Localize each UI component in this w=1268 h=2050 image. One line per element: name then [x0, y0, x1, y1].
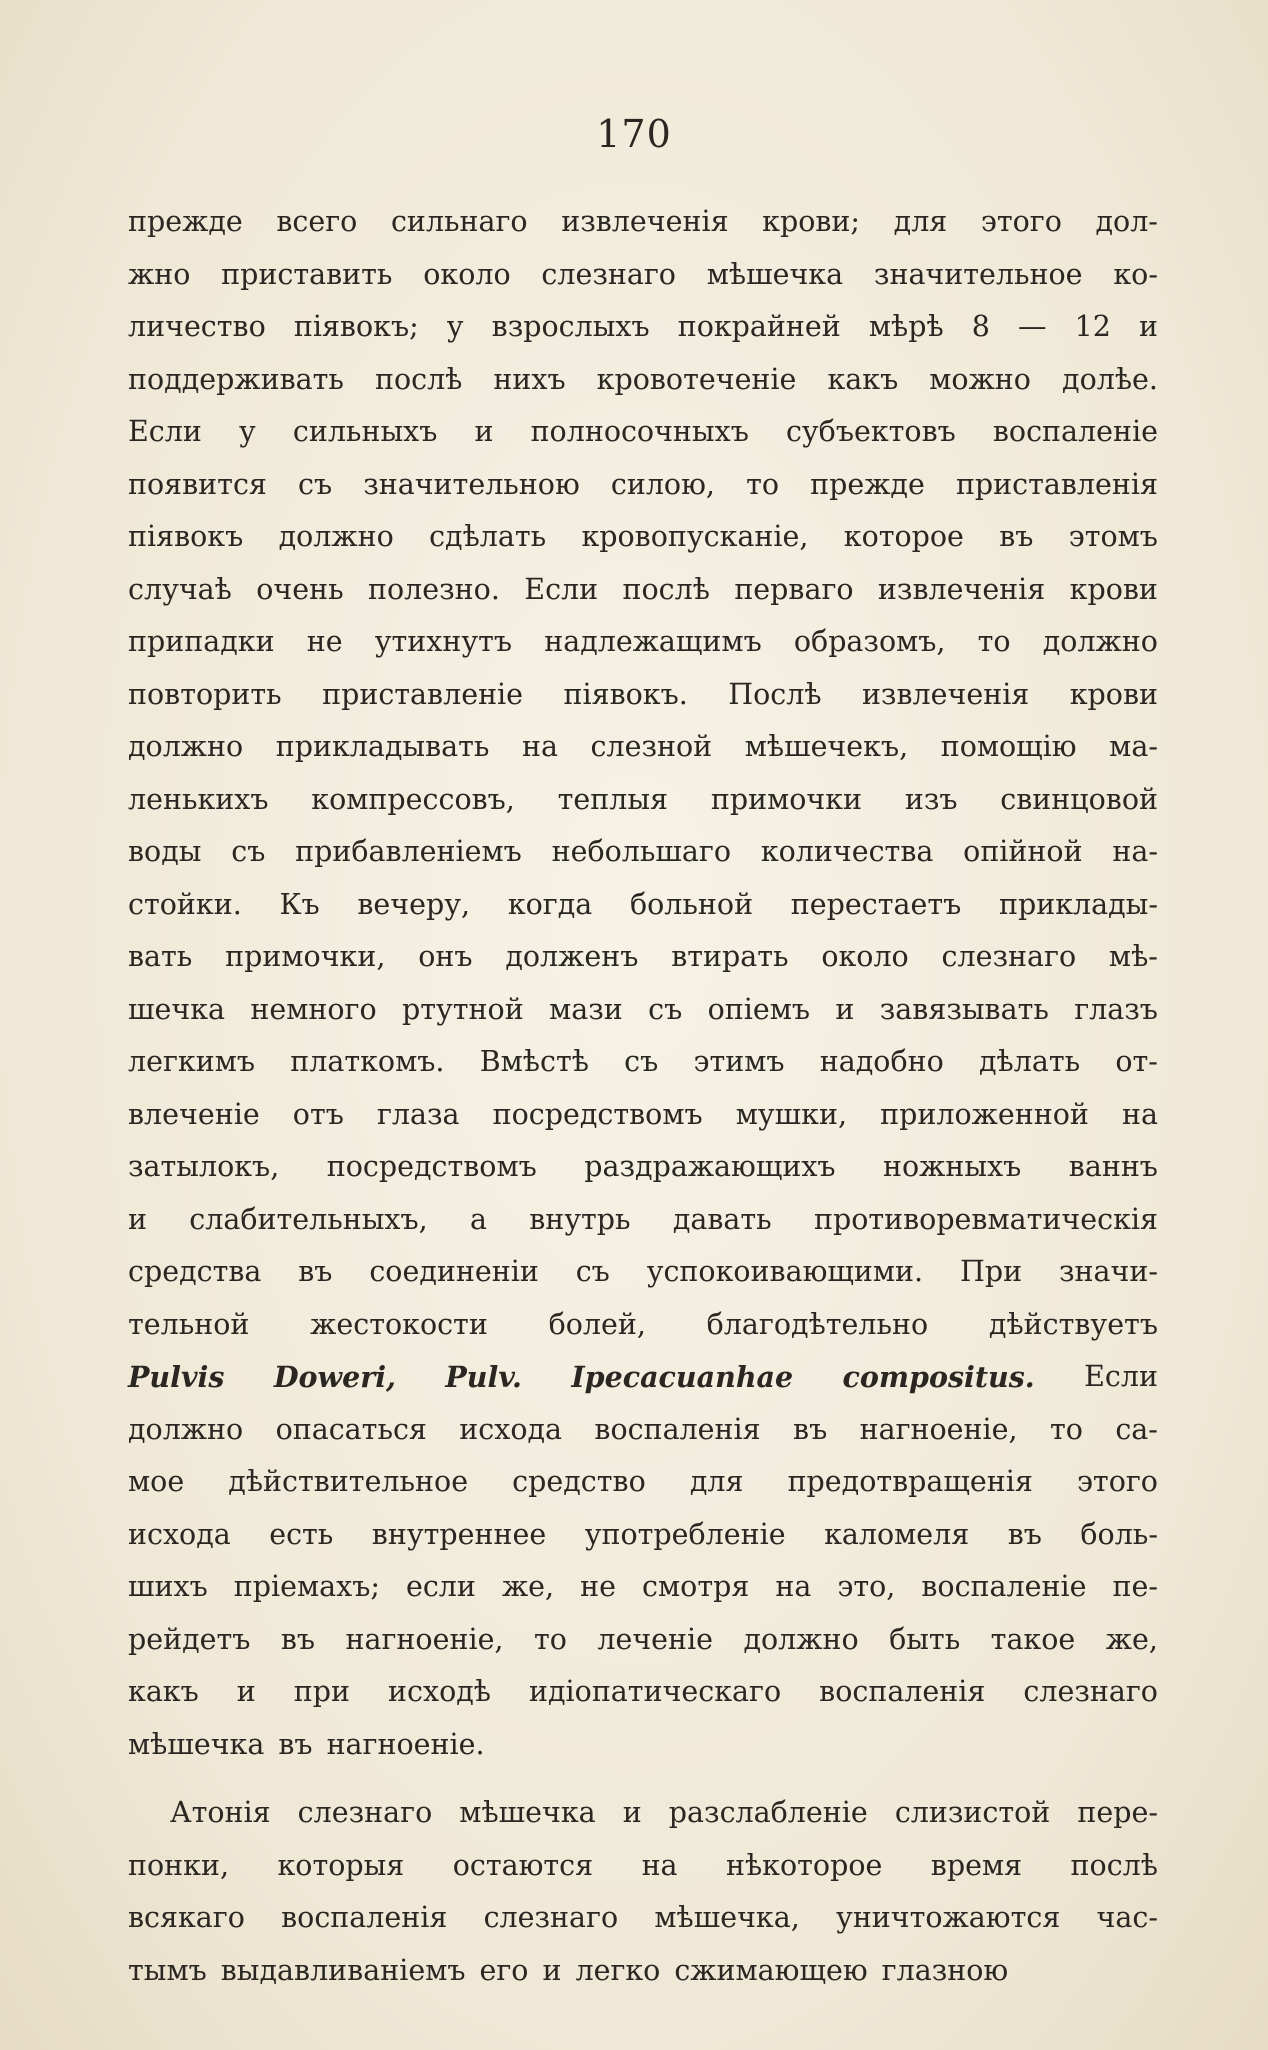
text-line: и слабительныхъ, а внутрь давать противоревматическія: [128, 1202, 1158, 1236]
paragraph-gap: [128, 1771, 1158, 1787]
text-line: случаѣ очень полезно. Если послѣ перваго извлеченія крови: [128, 572, 1158, 606]
text-line: появится съ значительною силою, то прежде приставленія: [128, 467, 1158, 501]
text-line: исхода есть внутреннее употребленіе каломеля въ боль-: [128, 1517, 1158, 1551]
text-line: понки, которыя остаются на нѣкоторое время послѣ: [128, 1848, 1158, 1882]
text-line: Если у сильныхъ и полносочныхъ субъектовъ воспаленіе: [128, 415, 1158, 448]
text-line: жно приставить около слезнаго мѣшечка значительное ко-: [128, 257, 1158, 291]
text-line: стойки. Къ вечеру, когда больной перестаетъ приклады-: [128, 887, 1158, 921]
text-line: вать примочки, онъ долженъ втирать около слезнаго мѣ-: [128, 940, 1158, 973]
page-number: 170: [596, 112, 672, 156]
text-line: шечка немного ртутной мази съ опіемъ и завязывать глазъ: [128, 992, 1158, 1026]
paragraph-2: [128, 1787, 1158, 1997]
text-line: какъ и при исходѣ идіопатическаго воспаленія слезнаго: [128, 1675, 1158, 1708]
text-line: всякаго воспаленія слезнаго мѣшечка, уничтожаются час-: [128, 1901, 1158, 1934]
text-line: должно прикладывать на слезной мѣшечекъ, помощію ма-: [128, 730, 1158, 763]
text-line: ленькихъ компрессовъ, теплыя примочки изъ свинцовой: [128, 782, 1158, 816]
body-text: [128, 196, 1158, 1997]
text-line: влеченіе отъ глаза посредствомъ мушки, приложенной на: [128, 1097, 1158, 1131]
text-line: припадки не утихнутъ надлежащимъ образомъ, то должно: [128, 625, 1158, 658]
paragraph-1: [128, 196, 1158, 1771]
text-line: мое дѣйствительное средство для предотвращенія этого: [128, 1465, 1158, 1498]
text-line: средства въ соединеніи съ успокоивающими. При значи-: [128, 1255, 1158, 1288]
text-line: Pulvis Doweri, Pulv. Ipecacuanhae compositus. Если: [128, 1360, 1158, 1394]
text-line: личество піявокъ; у взрослыхъ покрайней мѣрѣ 8 — 12 и: [128, 310, 1158, 343]
text-line: затылокъ, посредствомъ раздражающихъ ножныхъ ваннъ: [128, 1150, 1158, 1183]
text-line: рейдетъ въ нагноеніе, то леченіе должно быть такое же,: [128, 1622, 1158, 1656]
text-line: Атонія слезнаго мѣшечка и разслабленіе слизистой пере-: [170, 1796, 1158, 1829]
text-line: должно опасаться исхода воспаленія въ нагноеніе, то са-: [128, 1412, 1158, 1446]
text-line: прежде всего сильнаго извлеченія крови; для этого дол-: [128, 205, 1158, 238]
text-line: шихъ пріемахъ; если же, не смотря на это, воспаленіе пе-: [128, 1570, 1158, 1603]
text-line: воды съ прибавленіемъ небольшаго количества опійной на-: [128, 835, 1158, 868]
text-line: поддерживать послѣ нихъ кровотеченіе какъ можно долѣе.: [128, 362, 1158, 396]
text-line: піявокъ должно сдѣлать кровопусканіе, которое въ этомъ: [128, 520, 1158, 553]
text-line: тымъ выдавливаніемъ его и легко сжимающею глазною: [128, 1953, 1009, 1987]
text-line: легкимъ платкомъ. Вмѣстѣ съ этимъ надобно дѣлать от-: [128, 1045, 1158, 1078]
text-line: тельной жестокости болей, благодѣтельно дѣйствуетъ: [128, 1307, 1158, 1341]
text-line: мѣшечка въ нагноеніе.: [128, 1727, 485, 1761]
text-line: повторить приставленіе піявокъ. Послѣ извлеченія крови: [128, 677, 1158, 711]
